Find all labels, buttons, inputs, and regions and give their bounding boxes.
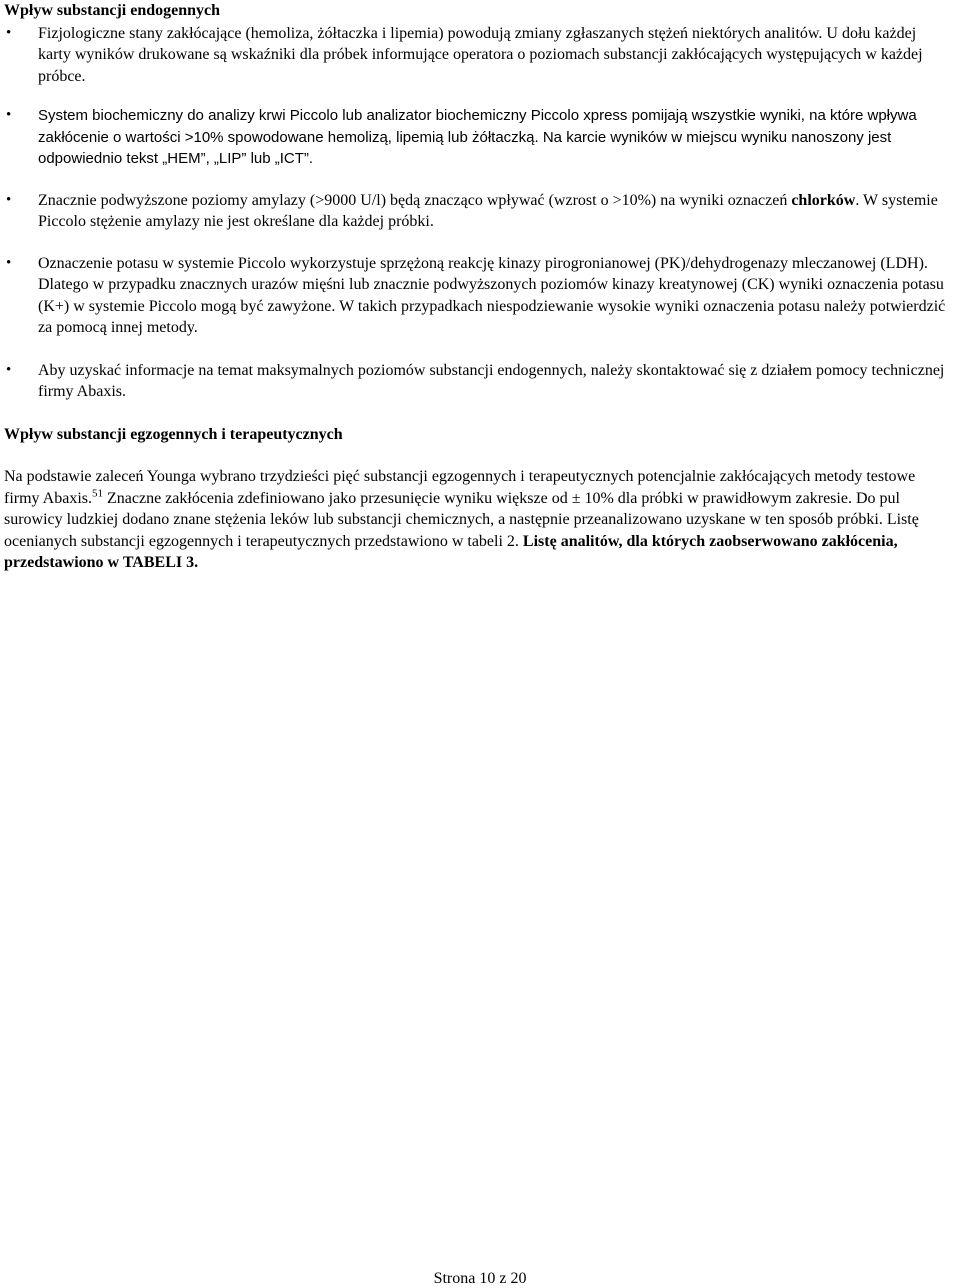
endogenous-bullet-list: [4, 23, 948, 403]
list-item-text: System biochemiczny do analizy krwi Piccolo lub analizator biochemiczny Piccolo xpress pomijają wszystkie wyniki, na które wpływa zakłócenie o wartości >10% spowodowane hemolizą, lipemią lub żółtaczką. Na karcie wyników w miejscu wyniku nanoszony jest odpowiednio tekst „HEM”, „LIP” lub „ICT”.: [38, 107, 917, 167]
bullet-icon: •: [6, 361, 12, 378]
paragraph-bold-text: Listę analitów, dla których zaobserwowano zakłócenia, przedstawiono w TABELI 3.: [4, 532, 898, 571]
list-item: [4, 23, 948, 88]
paragraph-text-part1: Na podstawie zaleceń Younga wybrano trzydzieści pięć substancji egzogennych i terapeutycznych potencjalnie zakłócających metody testowe firmy Abaxis.: [4, 468, 916, 507]
list-item-text: Fizjologiczne stany zakłócające (hemoliza, żółtaczka i lipemia) powodują zmiany zgłaszanych stężeń niektórych analitów. U dołu każdej karty wyników drukowane są wskaźniki dla próbek informujące operatora o poziomach substancji zakłócających występujących w każdej próbce.: [38, 24, 923, 85]
list-item-text: Aby uzyskać informacje na temat maksymalnych poziomów substancji endogennych, należy skontaktować się z działem pomocy technicznej firmy Abaxis.: [38, 361, 945, 400]
list-item: [4, 105, 948, 170]
list-item-text-before-bold: Znacznie podwyższone poziomy amylazy (>9000 U/l) będą znacząco wpływać (wzrost o >10%) na wyniki oznaczeń: [38, 191, 792, 209]
section-heading-endogenous: Wpływ substancji endogennych: [4, 2, 221, 19]
list-item: [4, 190, 948, 233]
list-item: [4, 253, 948, 339]
bullet-icon: •: [6, 191, 12, 208]
reference-superscript: 51: [92, 487, 103, 500]
bullet-icon: •: [6, 254, 12, 271]
document-page: [4, 0, 948, 574]
list-item-text: Oznaczenie potasu w systemie Piccolo wykorzystuje sprzężoną reakcję kinazy pirogronianowej (PK)/dehydrogenazy mleczanowej (LDH). Dlatego w przypadku znacznych urazów mięśni lub znacznie podwyższonych poziomów kinazy kreatynowej (CK) wyniki oznaczenia potasu (K+) w systemie Piccolo mogą być zawyżone. W takich przypadkach niespodziewanie wysokie wyniki oznaczenia potasu należy potwierdzić za pomocą innej metody.: [38, 254, 946, 336]
page-number-footer: Strona 10 z 20: [433, 1270, 527, 1287]
list-item: [4, 360, 948, 403]
list-item-bold-text: chlorków: [791, 191, 856, 209]
paragraph-text-part2: Znaczne zakłócenia zdefiniowano jako przesunięcie wyniku większe od ± 10% dla próbki w prawidłowym zakresie. Do pul surowicy ludzkiej dodano znane stężenia leków lub substancji chemicznych, a następnie przeanalizowano uzyskane w ten sposób próbki. Listę ocenianych substancji egzogennych i terapeutycznych przedstawiono w tabeli 2.: [4, 489, 919, 550]
section-heading-exogenous: Wpływ substancji egzogennych i terapeutycznych: [4, 425, 343, 443]
bullet-icon: •: [6, 24, 12, 41]
list-item-text-after-bold: . W systemie Piccolo stężenie amylazy nie jest określane dla każdej próbki.: [38, 191, 938, 230]
exogenous-paragraph: [4, 466, 948, 574]
bullet-icon: •: [6, 107, 12, 123]
list-item-text: [38, 192, 938, 231]
